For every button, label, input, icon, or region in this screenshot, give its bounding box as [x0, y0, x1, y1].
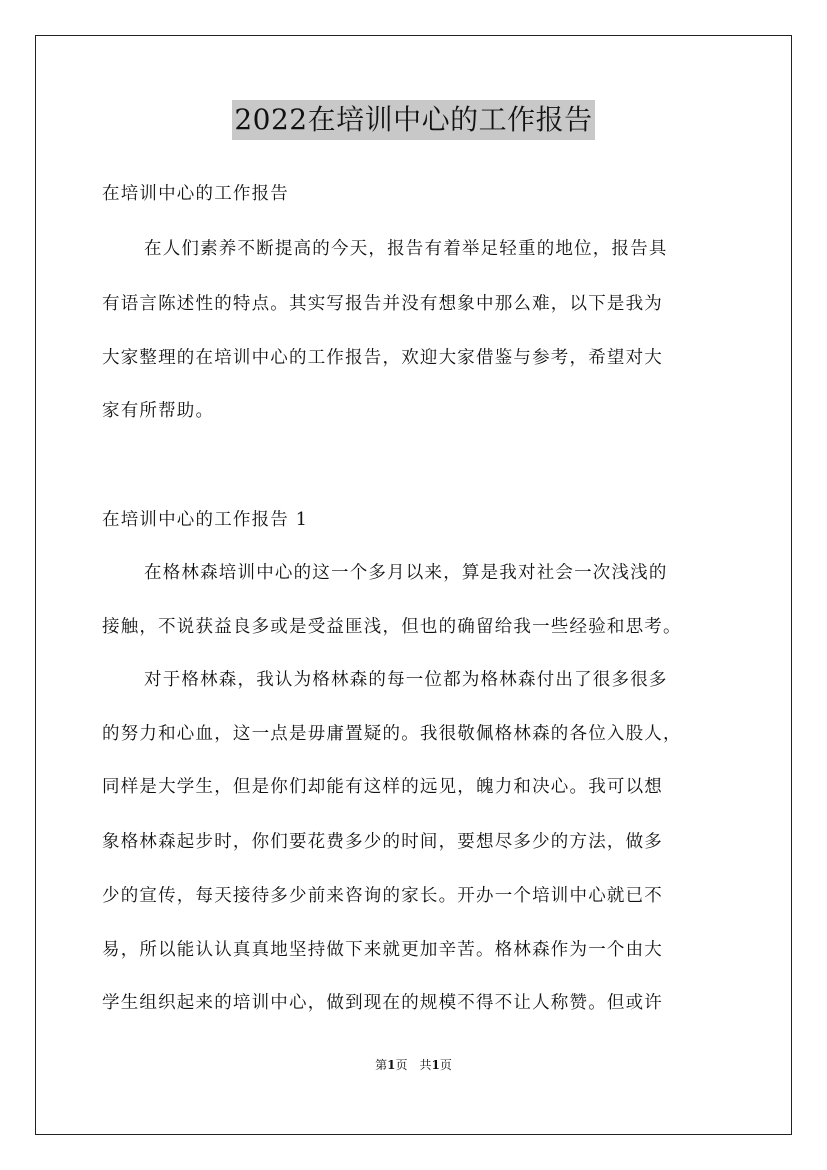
page-label-suffix: 页 [439, 1058, 452, 1072]
paragraph-line: 学生组织起来的培训中心，做到现在的规模不得不让人称赞。但或许 [102, 993, 663, 1013]
document-title: 2022在培训中心的工作报告 [232, 100, 594, 140]
section-heading: 在培训中心的工作报告 [102, 184, 289, 204]
page-footer [0, 1057, 827, 1073]
page-label-mid: 页 共 [395, 1058, 432, 1072]
paragraph-line: 大家整理的在培训中心的工作报告，欢迎大家借鉴与参考，希望对大 [102, 348, 663, 368]
paragraph-line: 在人们素养不断提高的今天，报告有着举足轻重的地位，报告具 [144, 239, 668, 259]
paragraph-line: 在格林森培训中心的这一个多月以来，算是我对社会一次浅浅的 [144, 563, 668, 583]
paragraph-line: 有语言陈述性的特点。其实写报告并没有想象中那么难，以下是我为 [102, 294, 663, 314]
paragraph-line: 接触，不说获益良多或是受益匪浅，但也的确留给我一些经验和思考。 [102, 617, 682, 637]
paragraph-line: 家有所帮助。 [102, 401, 215, 421]
paragraph-line: 易，所以能认认真真地坚持做下来就更加辛苦。格林森作为一个由大 [102, 940, 663, 960]
page-label-prefix: 第 [375, 1058, 388, 1072]
section-heading: 在培训中心的工作报告 1 [102, 510, 309, 530]
paragraph-line: 的努力和心血，这一点是毋庸置疑的。我很敬佩格林森的各位入股人， [102, 724, 682, 744]
page-total: 1 [431, 1058, 440, 1072]
paragraph-line: 对于格林森，我认为格林森的每一位都为格林森付出了很多很多 [144, 670, 668, 690]
paragraph-line: 象格林森起步时，你们要花费多少的时间，要想尽多少的方法，做多 [102, 832, 663, 852]
title-container [0, 100, 827, 140]
paragraph-line: 少的宣传，每天接待多少前来咨询的家长。开办一个培训中心就已不 [102, 886, 663, 906]
paragraph-line: 同样是大学生，但是你们却能有这样的远见，魄力和决心。我可以想 [102, 777, 663, 797]
page-current: 1 [387, 1058, 396, 1072]
